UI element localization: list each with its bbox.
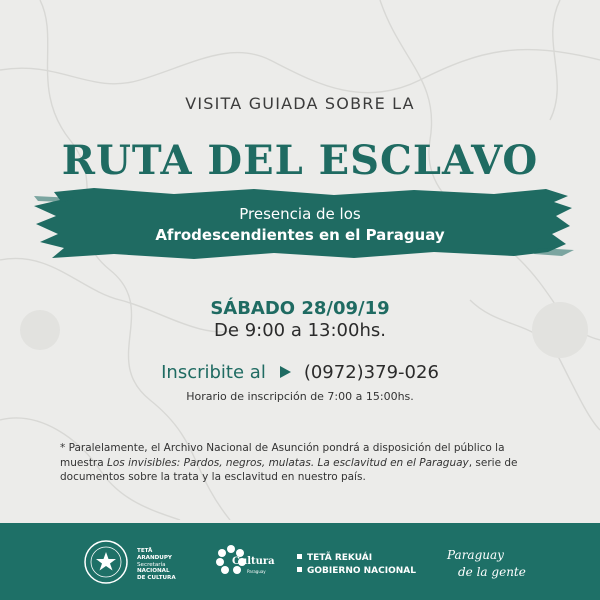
event-date: SÁBADO 28/09/19 xyxy=(210,298,390,319)
event-title: RUTA DEL ESCLAVO xyxy=(61,137,539,184)
gov-line-2: GOBIERNO NACIONAL xyxy=(307,566,416,576)
phone-number: (0972)379-026 xyxy=(303,362,439,383)
footnote xyxy=(60,441,540,485)
subtitle-line-1: Presencia de los xyxy=(239,205,361,223)
subtitle-block xyxy=(0,204,600,246)
square-bullet-icon xyxy=(297,567,302,572)
play-arrow-icon xyxy=(278,365,292,379)
ministry-line: Secretaría xyxy=(137,561,166,568)
slogan-line-2: de la gente xyxy=(458,565,526,579)
footnote-part-1: * Paralelamente, el Archivo Nacional de Asunción pondrá a disposición del público la muestra xyxy=(60,442,505,469)
cultura-subtext: Paraguay xyxy=(247,569,266,574)
ministry-line: TETÃ xyxy=(137,548,153,554)
ministry-line: DE CULTURA xyxy=(137,575,176,582)
kicker-text: VISITA GUIADA SOBRE LA xyxy=(185,94,415,113)
cultura-wordmark: Cultura xyxy=(232,556,275,567)
event-time: De 9:00 a 13:00hs. xyxy=(214,320,386,341)
signup-schedule: Horario de inscripción de 7:00 a 15:00hs. xyxy=(186,390,414,403)
ministry-line: NACIONAL xyxy=(137,568,170,575)
subtitle-line-2: Afrodescendientes en el Paraguay xyxy=(155,226,445,244)
square-bullet-icon xyxy=(297,554,302,559)
signup-line xyxy=(0,362,600,383)
slogan-line-1: Paraguay xyxy=(447,548,504,562)
footnote-exhibit-title: Los invisibles: Pardos, negros, mulatas. La esclavitud en el Paraguay xyxy=(107,456,469,469)
ministry-logo-text xyxy=(137,548,197,582)
footnote-part-2: , serie de documentos sobre la trata y la esclavitud en nuestro país. xyxy=(60,456,518,483)
ministry-line: ARANDUPY xyxy=(137,554,172,561)
national-seal-icon xyxy=(83,539,129,585)
footer-bar xyxy=(0,523,600,600)
government-logo xyxy=(297,552,416,578)
gov-line-1: TETÃ REKUÁI xyxy=(307,553,373,563)
signup-label: Inscribite al xyxy=(161,362,266,383)
